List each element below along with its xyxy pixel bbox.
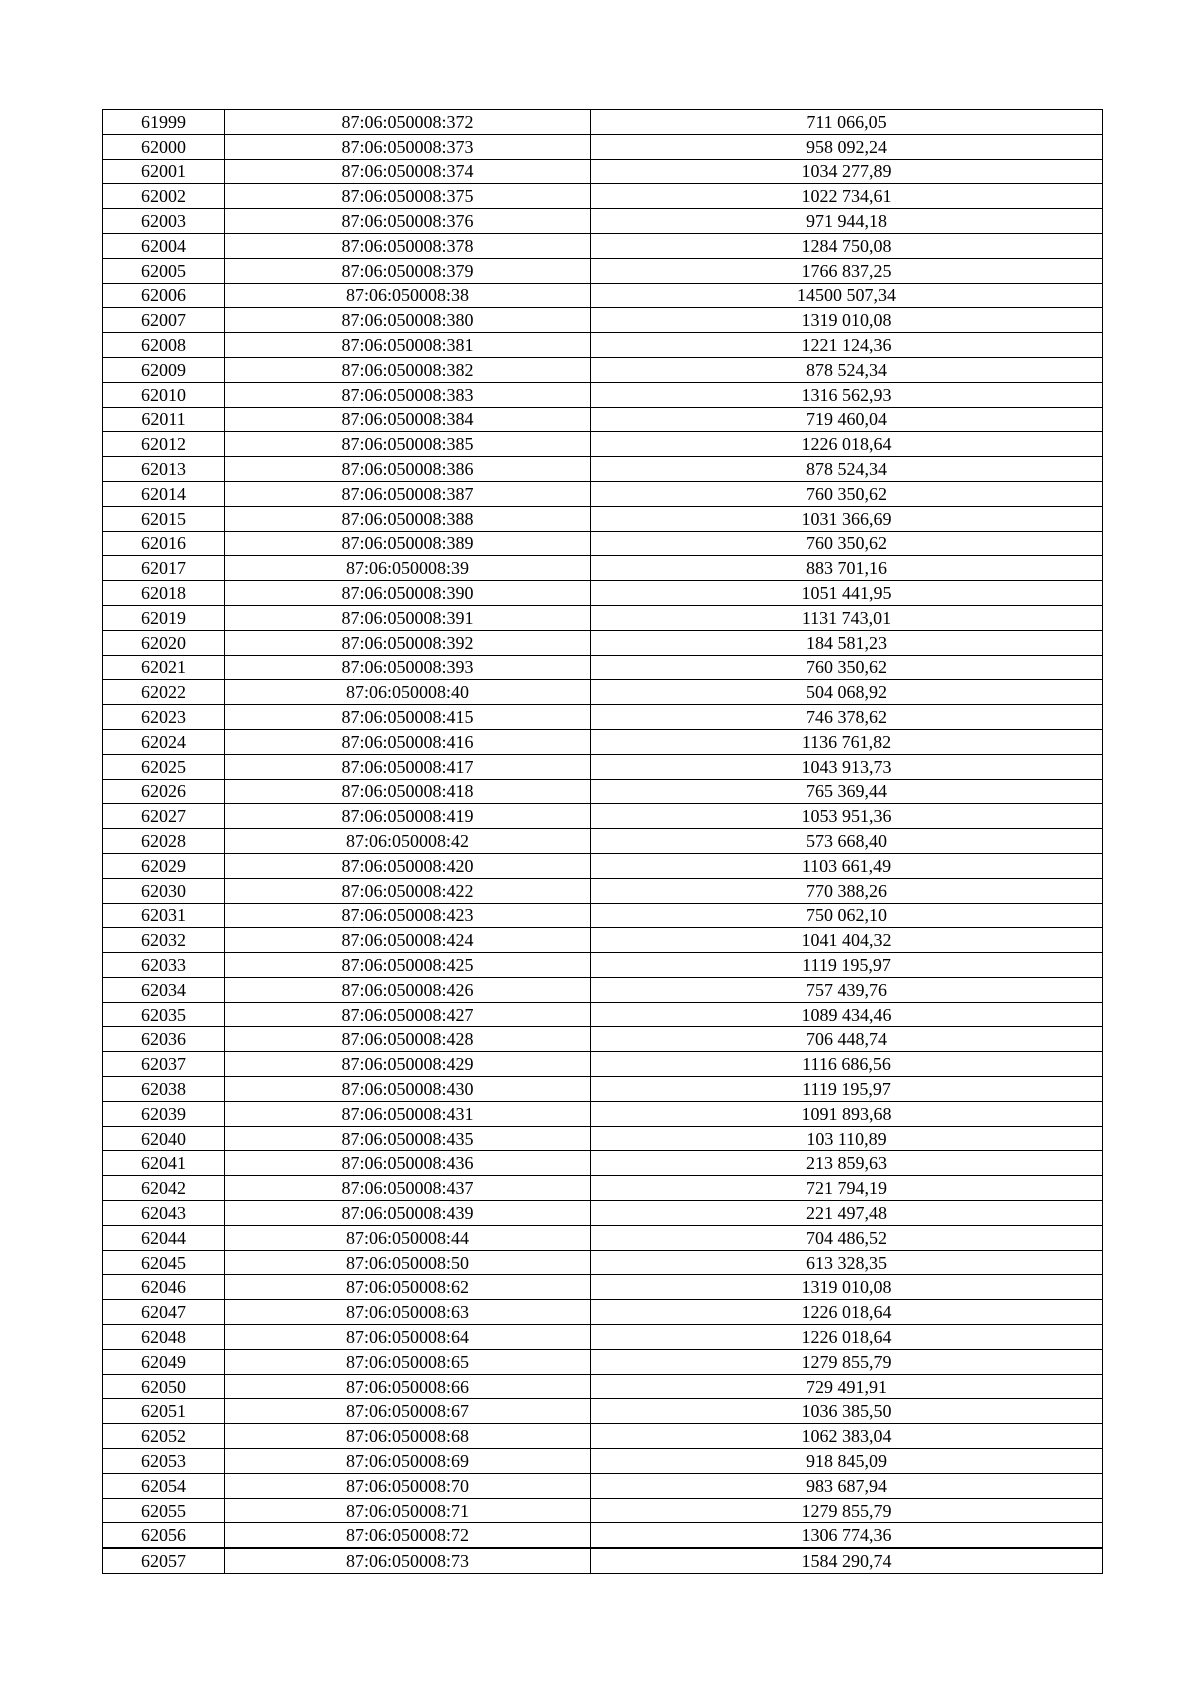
cadastral-number-cell: 87:06:050008:439 (225, 1201, 591, 1226)
cadastral-value-cell: 757 439,76 (591, 977, 1103, 1002)
cadastral-number-cell: 87:06:050008:386 (225, 457, 591, 482)
cadastral-number-cell: 87:06:050008:62 (225, 1275, 591, 1300)
table-row (103, 407, 1103, 432)
cadastral-number-cell: 87:06:050008:428 (225, 1027, 591, 1052)
table-row (103, 928, 1103, 953)
table-row (103, 1399, 1103, 1424)
row-number-cell: 62037 (103, 1052, 225, 1077)
row-number-cell: 62046 (103, 1275, 225, 1300)
row-number-cell: 62017 (103, 556, 225, 581)
cadastral-value-cell: 1043 913,73 (591, 754, 1103, 779)
row-number-cell: 62034 (103, 977, 225, 1002)
cadastral-number-cell: 87:06:050008:431 (225, 1101, 591, 1126)
cadastral-number-cell: 87:06:050008:425 (225, 953, 591, 978)
row-number-cell: 62026 (103, 779, 225, 804)
cadastral-value-cell: 184 581,23 (591, 630, 1103, 655)
table-row (103, 209, 1103, 234)
cadastral-number-cell: 87:06:050008:375 (225, 184, 591, 209)
row-number-cell: 62042 (103, 1176, 225, 1201)
cadastral-value-cell: 1284 750,08 (591, 233, 1103, 258)
table-row (103, 581, 1103, 606)
table-row (103, 1176, 1103, 1201)
cadastral-value-cell: 1089 434,46 (591, 1002, 1103, 1027)
cadastral-number-cell: 87:06:050008:44 (225, 1225, 591, 1250)
cadastral-value-cell: 1116 686,56 (591, 1052, 1103, 1077)
row-number-cell: 62000 (103, 134, 225, 159)
row-number-cell: 62055 (103, 1498, 225, 1523)
cadastral-value-cell: 1766 837,25 (591, 258, 1103, 283)
row-number-cell: 62012 (103, 432, 225, 457)
table-row (103, 556, 1103, 581)
cadastral-value-cell: 918 845,09 (591, 1449, 1103, 1474)
cadastral-value-cell: 1131 743,01 (591, 605, 1103, 630)
cadastral-value-cell: 1226 018,64 (591, 1325, 1103, 1350)
row-number-cell: 62014 (103, 481, 225, 506)
cadastral-value-cell: 719 460,04 (591, 407, 1103, 432)
row-number-cell: 62057 (103, 1548, 225, 1573)
table-row (103, 1250, 1103, 1275)
table-row (103, 605, 1103, 630)
row-number-cell: 62027 (103, 804, 225, 829)
row-number-cell: 62031 (103, 903, 225, 928)
table-row (103, 680, 1103, 705)
table-row (103, 1424, 1103, 1449)
cadastral-value-cell: 746 378,62 (591, 705, 1103, 730)
table-row (103, 953, 1103, 978)
cadastral-number-cell: 87:06:050008:419 (225, 804, 591, 829)
cadastral-number-cell: 87:06:050008:430 (225, 1077, 591, 1102)
cadastral-number-cell: 87:06:050008:68 (225, 1424, 591, 1449)
cadastral-value-cell: 706 448,74 (591, 1027, 1103, 1052)
table-row (103, 184, 1103, 209)
cadastral-value-cell: 1103 661,49 (591, 853, 1103, 878)
row-number-cell: 62047 (103, 1300, 225, 1325)
table-row (103, 481, 1103, 506)
row-number-cell: 62028 (103, 829, 225, 854)
cadastral-value-cell: 221 497,48 (591, 1201, 1103, 1226)
row-number-cell: 62038 (103, 1077, 225, 1102)
cadastral-number-cell: 87:06:050008:390 (225, 581, 591, 606)
cadastral-number-cell: 87:06:050008:64 (225, 1325, 591, 1350)
cadastral-number-cell: 87:06:050008:393 (225, 655, 591, 680)
cadastral-value-cell: 1279 855,79 (591, 1498, 1103, 1523)
table-row (103, 1548, 1103, 1573)
cadastral-value-cell: 1319 010,08 (591, 308, 1103, 333)
cadastral-number-cell: 87:06:050008:72 (225, 1523, 591, 1548)
cadastral-value-cell: 983 687,94 (591, 1473, 1103, 1498)
table-row (103, 729, 1103, 754)
table-row (103, 1151, 1103, 1176)
table-row (103, 1275, 1103, 1300)
table-row (103, 357, 1103, 382)
row-number-cell: 62029 (103, 853, 225, 878)
row-number-cell: 62009 (103, 357, 225, 382)
table-row (103, 804, 1103, 829)
table-row (103, 1473, 1103, 1498)
cadastral-value-table (102, 109, 1103, 1574)
table-row (103, 110, 1103, 135)
cadastral-number-cell: 87:06:050008:426 (225, 977, 591, 1002)
cadastral-number-cell: 87:06:050008:391 (225, 605, 591, 630)
cadastral-value-cell: 103 110,89 (591, 1126, 1103, 1151)
row-number-cell: 62020 (103, 630, 225, 655)
row-number-cell: 62022 (103, 680, 225, 705)
table-row (103, 333, 1103, 358)
table-row (103, 1052, 1103, 1077)
table-row (103, 258, 1103, 283)
row-number-cell: 62011 (103, 407, 225, 432)
cadastral-value-cell: 1226 018,64 (591, 432, 1103, 457)
row-number-cell: 62048 (103, 1325, 225, 1350)
row-number-cell: 62033 (103, 953, 225, 978)
row-number-cell: 62056 (103, 1523, 225, 1548)
table-row (103, 1523, 1103, 1548)
cadastral-value-cell: 1022 734,61 (591, 184, 1103, 209)
cadastral-value-cell: 1316 562,93 (591, 382, 1103, 407)
cadastral-number-cell: 87:06:050008:422 (225, 878, 591, 903)
row-number-cell: 62024 (103, 729, 225, 754)
row-number-cell: 62003 (103, 209, 225, 234)
cadastral-number-cell: 87:06:050008:65 (225, 1349, 591, 1374)
table-row (103, 655, 1103, 680)
cadastral-number-cell: 87:06:050008:388 (225, 506, 591, 531)
cadastral-value-cell: 613 328,35 (591, 1250, 1103, 1275)
cadastral-value-cell: 1051 441,95 (591, 581, 1103, 606)
table-row (103, 432, 1103, 457)
cadastral-number-cell: 87:06:050008:66 (225, 1374, 591, 1399)
cadastral-number-cell: 87:06:050008:383 (225, 382, 591, 407)
cadastral-number-cell: 87:06:050008:42 (225, 829, 591, 854)
cadastral-value-cell: 704 486,52 (591, 1225, 1103, 1250)
cadastral-number-cell: 87:06:050008:382 (225, 357, 591, 382)
cadastral-value-cell: 1136 761,82 (591, 729, 1103, 754)
table-row (103, 159, 1103, 184)
cadastral-number-cell: 87:06:050008:381 (225, 333, 591, 358)
cadastral-value-cell: 760 350,62 (591, 655, 1103, 680)
cadastral-number-cell: 87:06:050008:373 (225, 134, 591, 159)
row-number-cell: 62040 (103, 1126, 225, 1151)
row-number-cell: 62006 (103, 283, 225, 308)
cadastral-number-cell: 87:06:050008:380 (225, 308, 591, 333)
table-row (103, 1498, 1103, 1523)
cadastral-value-cell: 958 092,24 (591, 134, 1103, 159)
cadastral-number-cell: 87:06:050008:423 (225, 903, 591, 928)
cadastral-value-cell: 1119 195,97 (591, 1077, 1103, 1102)
row-number-cell: 62008 (103, 333, 225, 358)
table-row (103, 1002, 1103, 1027)
cadastral-number-cell: 87:06:050008:415 (225, 705, 591, 730)
table-row (103, 779, 1103, 804)
row-number-cell: 62043 (103, 1201, 225, 1226)
cadastral-number-cell: 87:06:050008:38 (225, 283, 591, 308)
row-number-cell: 62039 (103, 1101, 225, 1126)
cadastral-value-cell: 213 859,63 (591, 1151, 1103, 1176)
cadastral-value-cell: 1062 383,04 (591, 1424, 1103, 1449)
table-row (103, 1349, 1103, 1374)
cadastral-value-cell: 721 794,19 (591, 1176, 1103, 1201)
row-number-cell: 62004 (103, 233, 225, 258)
cadastral-value-cell: 1319 010,08 (591, 1275, 1103, 1300)
row-number-cell: 62001 (103, 159, 225, 184)
cadastral-number-cell: 87:06:050008:50 (225, 1250, 591, 1275)
cadastral-number-cell: 87:06:050008:389 (225, 531, 591, 556)
cadastral-value-cell: 1031 366,69 (591, 506, 1103, 531)
row-number-cell: 62002 (103, 184, 225, 209)
row-number-cell: 62032 (103, 928, 225, 953)
table-row (103, 531, 1103, 556)
cadastral-number-cell: 87:06:050008:67 (225, 1399, 591, 1424)
cadastral-value-cell: 1306 774,36 (591, 1523, 1103, 1548)
cadastral-number-cell: 87:06:050008:39 (225, 556, 591, 581)
cadastral-number-cell: 87:06:050008:63 (225, 1300, 591, 1325)
cadastral-number-cell: 87:06:050008:384 (225, 407, 591, 432)
cadastral-value-cell: 760 350,62 (591, 531, 1103, 556)
cadastral-value-cell: 760 350,62 (591, 481, 1103, 506)
cadastral-number-cell: 87:06:050008:429 (225, 1052, 591, 1077)
cadastral-value-cell: 14500 507,34 (591, 283, 1103, 308)
table-row (103, 233, 1103, 258)
table-row (103, 754, 1103, 779)
cadastral-number-cell: 87:06:050008:437 (225, 1176, 591, 1201)
table-row (103, 977, 1103, 1002)
table-row (103, 1300, 1103, 1325)
cadastral-number-cell: 87:06:050008:418 (225, 779, 591, 804)
table-row (103, 1201, 1103, 1226)
row-number-cell: 62051 (103, 1399, 225, 1424)
cadastral-value-cell: 883 701,16 (591, 556, 1103, 581)
cadastral-number-cell: 87:06:050008:374 (225, 159, 591, 184)
table-row (103, 283, 1103, 308)
table-row (103, 1325, 1103, 1350)
cadastral-number-cell: 87:06:050008:73 (225, 1548, 591, 1573)
row-number-cell: 62030 (103, 878, 225, 903)
cadastral-number-cell: 87:06:050008:424 (225, 928, 591, 953)
cadastral-number-cell: 87:06:050008:376 (225, 209, 591, 234)
cadastral-value-cell: 1041 404,32 (591, 928, 1103, 953)
cadastral-value-cell: 1279 855,79 (591, 1349, 1103, 1374)
cadastral-value-cell: 1034 277,89 (591, 159, 1103, 184)
cadastral-value-cell: 971 944,18 (591, 209, 1103, 234)
cadastral-value-cell: 878 524,34 (591, 457, 1103, 482)
cadastral-number-cell: 87:06:050008:379 (225, 258, 591, 283)
row-number-cell: 62049 (103, 1349, 225, 1374)
cadastral-number-cell: 87:06:050008:427 (225, 1002, 591, 1027)
table-row (103, 1126, 1103, 1151)
cadastral-number-cell: 87:06:050008:372 (225, 110, 591, 135)
table-row (103, 853, 1103, 878)
cadastral-number-cell: 87:06:050008:70 (225, 1473, 591, 1498)
cadastral-value-cell: 1226 018,64 (591, 1300, 1103, 1325)
cadastral-value-cell: 770 388,26 (591, 878, 1103, 903)
row-number-cell: 62044 (103, 1225, 225, 1250)
row-number-cell: 62019 (103, 605, 225, 630)
table-body (103, 110, 1103, 1574)
table-row (103, 134, 1103, 159)
table-row (103, 1101, 1103, 1126)
cadastral-value-cell: 1091 893,68 (591, 1101, 1103, 1126)
table-row (103, 382, 1103, 407)
cadastral-value-cell: 750 062,10 (591, 903, 1103, 928)
row-number-cell: 62013 (103, 457, 225, 482)
row-number-cell: 62015 (103, 506, 225, 531)
row-number-cell: 62018 (103, 581, 225, 606)
cadastral-number-cell: 87:06:050008:387 (225, 481, 591, 506)
cadastral-number-cell: 87:06:050008:71 (225, 1498, 591, 1523)
cadastral-number-cell: 87:06:050008:378 (225, 233, 591, 258)
row-number-cell: 62045 (103, 1250, 225, 1275)
row-number-cell: 61999 (103, 110, 225, 135)
table-row (103, 1449, 1103, 1474)
cadastral-number-cell: 87:06:050008:392 (225, 630, 591, 655)
cadastral-value-cell: 1584 290,74 (591, 1548, 1103, 1573)
table-row (103, 506, 1103, 531)
cadastral-value-cell: 573 668,40 (591, 829, 1103, 854)
row-number-cell: 62050 (103, 1374, 225, 1399)
row-number-cell: 62035 (103, 1002, 225, 1027)
row-number-cell: 62041 (103, 1151, 225, 1176)
row-number-cell: 62010 (103, 382, 225, 407)
table-row (103, 829, 1103, 854)
cadastral-value-cell: 1053 951,36 (591, 804, 1103, 829)
cadastral-value-cell: 729 491,91 (591, 1374, 1103, 1399)
row-number-cell: 62016 (103, 531, 225, 556)
table-row (103, 1077, 1103, 1102)
row-number-cell: 62036 (103, 1027, 225, 1052)
table-row (103, 1225, 1103, 1250)
row-number-cell: 62052 (103, 1424, 225, 1449)
cadastral-value-cell: 1221 124,36 (591, 333, 1103, 358)
cadastral-value-cell: 765 369,44 (591, 779, 1103, 804)
table-row (103, 1374, 1103, 1399)
cadastral-value-cell: 1119 195,97 (591, 953, 1103, 978)
row-number-cell: 62025 (103, 754, 225, 779)
cadastral-number-cell: 87:06:050008:69 (225, 1449, 591, 1474)
table-row (103, 1027, 1103, 1052)
cadastral-number-cell: 87:06:050008:417 (225, 754, 591, 779)
cadastral-value-cell: 504 068,92 (591, 680, 1103, 705)
cadastral-number-cell: 87:06:050008:436 (225, 1151, 591, 1176)
table-row (103, 705, 1103, 730)
cadastral-value-cell: 711 066,05 (591, 110, 1103, 135)
cadastral-value-cell: 878 524,34 (591, 357, 1103, 382)
row-number-cell: 62053 (103, 1449, 225, 1474)
table-row (103, 878, 1103, 903)
cadastral-number-cell: 87:06:050008:40 (225, 680, 591, 705)
row-number-cell: 62023 (103, 705, 225, 730)
cadastral-number-cell: 87:06:050008:385 (225, 432, 591, 457)
row-number-cell: 62005 (103, 258, 225, 283)
row-number-cell: 62021 (103, 655, 225, 680)
table-row (103, 903, 1103, 928)
row-number-cell: 62007 (103, 308, 225, 333)
cadastral-number-cell: 87:06:050008:416 (225, 729, 591, 754)
cadastral-number-cell: 87:06:050008:420 (225, 853, 591, 878)
cadastral-value-cell: 1036 385,50 (591, 1399, 1103, 1424)
table-row (103, 457, 1103, 482)
table-row (103, 630, 1103, 655)
table-row (103, 308, 1103, 333)
row-number-cell: 62054 (103, 1473, 225, 1498)
cadastral-number-cell: 87:06:050008:435 (225, 1126, 591, 1151)
